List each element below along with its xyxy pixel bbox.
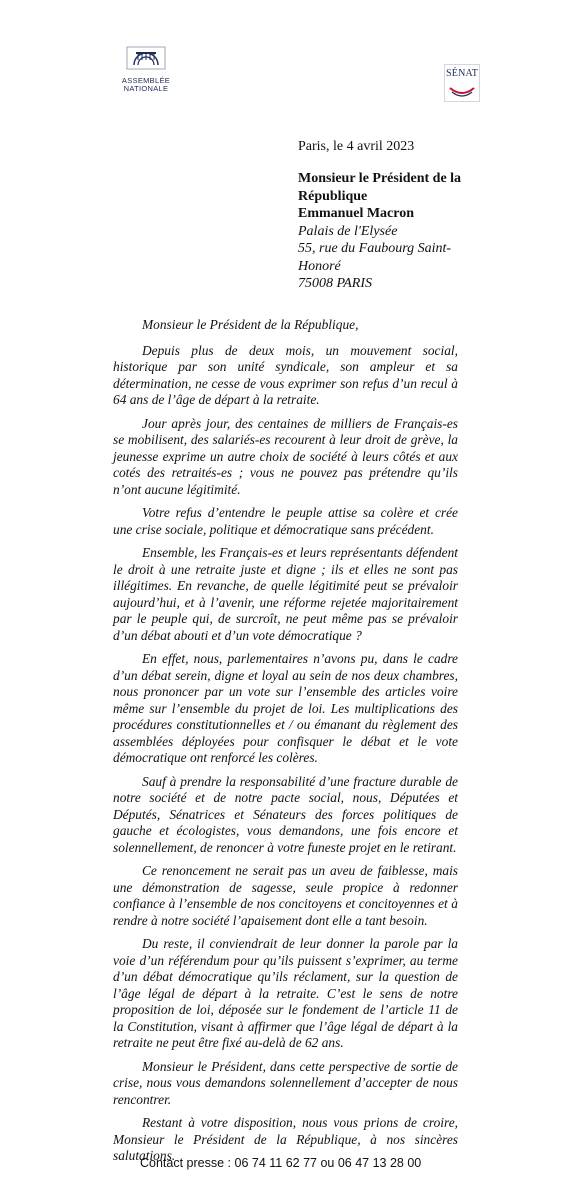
paragraph-5: En effet, nous, parlementaires n’avons pu, dans le cadre d’un débat serein, digne et loyal au sein de nos deux chambres, nous prononcer par un vote sur l’ensemble des articles voire même sur l’ensemble du projet de loi. Les multiplications des procédures constitutionnelles et / ou émanant du règlement des assemblées déployées pour confisquer le débat et le vote démocratique ont renforcé les colères. xyxy=(113,651,458,765)
an-logo-line1: ASSEMBLÉE xyxy=(121,76,171,85)
hemicycle-icon xyxy=(126,46,166,70)
recipient-address xyxy=(298,170,478,293)
paragraph-3: Votre refus d’entendre le peuple attise sa colère et crée une crise sociale, politique et démocratique sans précédent. xyxy=(113,505,458,537)
paragraph-1: Depuis plus de deux mois, un mouvement social, historique par son unité syndicale, son ampleur et sa détermination, ne cesse de vous exprimer son refus d’un recul à 64 ans de l’âge de départ à la retraite. xyxy=(113,342,458,407)
press-contact: Contact presse : 06 74 11 62 77 ou 06 47 13 28 00 xyxy=(140,1156,422,1170)
paragraph-6: Sauf à prendre la responsabilité d’une fracture durable de notre société et de notre pacte social, nous, Députées et Députés, Sénatrices et Sénateurs des forces politiques de gauche et écologistes, vous demandons, une fois encore et solennellement, de renoncer à votre funeste projet en le retirant. xyxy=(113,773,458,855)
paragraph-7: Ce renoncement ne serait pas un aveu de faiblesse, mais une démonstration de sagesse, seule propice à redonner confiance à l’ensemble de nos concitoyens et concitoyennes et à rendre à notre société l’apaisement dont elle a tant besoin. xyxy=(113,863,458,928)
senat-logo xyxy=(444,64,480,102)
salutation: Monsieur le Président de la République, xyxy=(142,317,359,332)
recipient-name: Emmanuel Macron xyxy=(298,206,415,221)
recipient-line1: Monsieur le Président de la xyxy=(298,171,462,186)
an-logo-line2: NATIONALE xyxy=(123,84,169,93)
paragraph-4: Ensemble, les Français-es et leurs représentants défendent le droit à une retraite juste et digne ; ils et elles ne sont pas illégitimes. En revanche, de quelle légitimité peut se prévaloir aujourd’hui, et à l’avenir, une réforme rejetée majoritairement par le peuple qui, de surcroît, ne peut même pas se prévaloir d’un débat abouti et d’un vote démocratique ? xyxy=(113,545,458,643)
paragraph-2: Jour après jour, des centaines de milliers de Français-es se mobilisent, des salariés-es recourent à leur droit de grève, la jeunesse exprime un autre choix de société à leurs côtés et aux cotés des retraités-es ; vous ne pouvez pas prétendre qu’ils n’ont aucune légitimité. xyxy=(113,415,458,497)
paragraph-9: Monsieur le Président, dans cette perspective de sortie de crise, nous vous demandons solennellement d’accepter de nous rencontrer. xyxy=(113,1058,458,1107)
letter-body xyxy=(113,317,458,1172)
recipient-addr2: 55, rue du Faubourg Saint- xyxy=(298,241,452,256)
paragraph-8: Du reste, il conviendrait de leur donner la parole par la voie d’un référendum pour qu’ils puissent s’exprimer, au terme d’un débat démocratique qu’ils réclament, sur la question de l’âge légal de départ à la retraite. C’est le sens de notre proposition de loi, déposée sur le fondement de l’article 11 de la Constitution, visant à affirmer que l’âge légal de départ à la retraite ne peut être fixé au-delà de 62 ans. xyxy=(113,936,458,1050)
recipient-addr3: Honoré xyxy=(298,258,341,274)
paragraph-10: Restant à votre disposition, nous vous prions de croire, Monsieur le Président de la République, à nos sincères salutations. xyxy=(113,1115,458,1163)
senat-logo-text: SÉNAT xyxy=(446,68,479,79)
recipient-addr1: Palais de l'Elysée xyxy=(298,223,398,239)
letter-date: Paris, le 4 avril 2023 xyxy=(298,139,415,154)
recipient-line2: République xyxy=(298,188,368,204)
recipient-addr4: 75008 PARIS xyxy=(298,276,373,291)
assemblee-nationale-logo xyxy=(116,46,176,93)
